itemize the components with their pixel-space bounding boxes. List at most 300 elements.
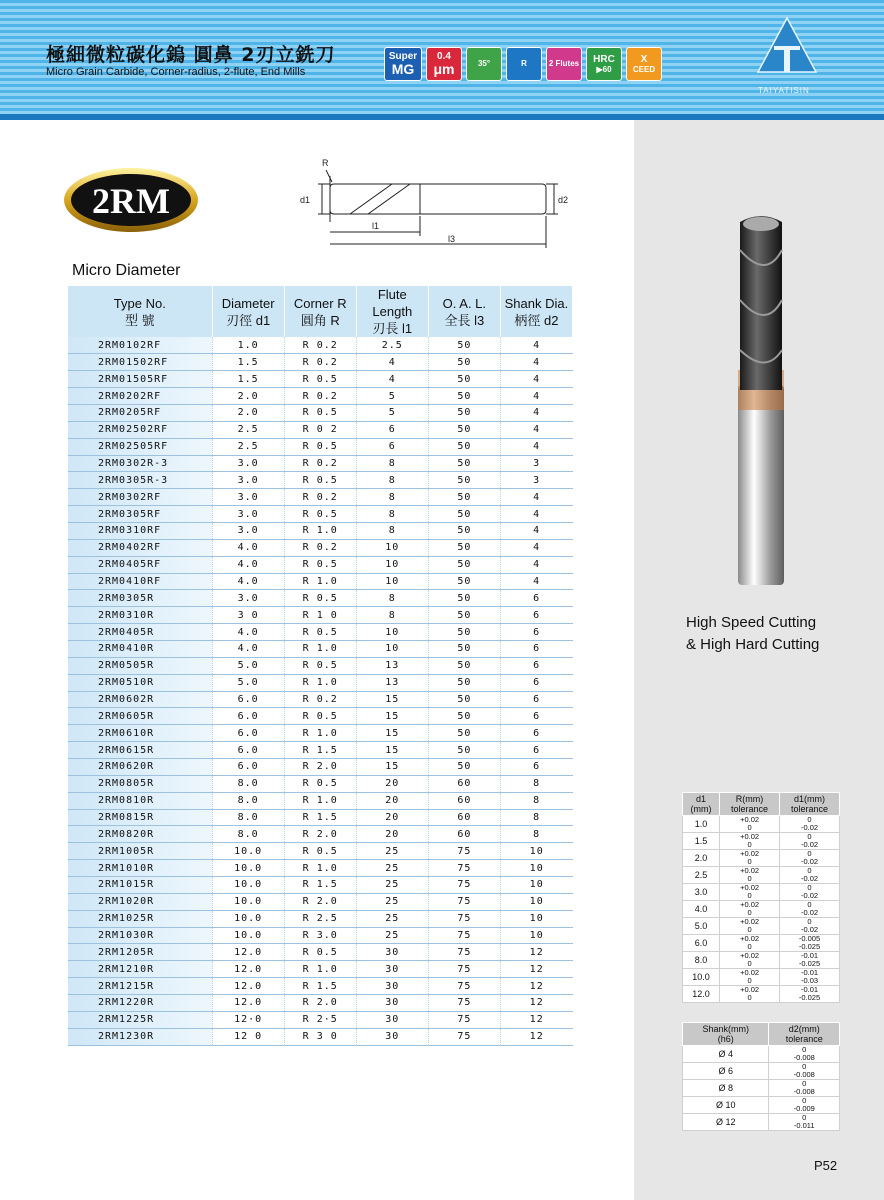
table-row (68, 826, 573, 843)
table-cell: 4 (356, 371, 428, 388)
table-cell: 2RM0305R-3 (68, 472, 212, 489)
table-cell: 75 (428, 1011, 500, 1028)
table-cell: 4 (500, 556, 572, 573)
table-cell: 20 (356, 809, 428, 826)
table-cell: 2RM1005R (68, 843, 212, 860)
table-cell: 6 (500, 674, 572, 691)
table-cell: 2RM0602R (68, 691, 212, 708)
tolerance-cell: -0.01 -0.025 (780, 986, 840, 1003)
column-header (212, 286, 284, 337)
tolerance-cell: Ø 8 (683, 1080, 769, 1097)
table-cell: 6.0 (212, 742, 284, 759)
table-cell: R 0.5 (284, 556, 356, 573)
table-cell: R 3 0 (284, 1028, 356, 1045)
tolerance-header: d1(mm) tolerance (780, 793, 840, 816)
table-cell: 2.0 (212, 404, 284, 421)
table-cell: 12 (500, 944, 572, 961)
tolerance-header: R(mm) tolerance (720, 793, 780, 816)
table-row (68, 371, 573, 388)
diagram-label-l3: l3 (448, 234, 456, 244)
table-cell: 50 (428, 489, 500, 506)
table-cell: 3 0 (212, 607, 284, 624)
table-row (68, 809, 573, 826)
table-row (68, 337, 573, 354)
table-cell: 2RM1020R (68, 893, 212, 910)
tolerance-row (683, 1114, 840, 1131)
tolerance-cell: +0.02 0 (720, 935, 780, 952)
table-cell: R 0.5 (284, 404, 356, 421)
table-cell: 50 (428, 607, 500, 624)
column-header-zh: 柄徑 d2 (514, 312, 559, 328)
table-cell: 10.0 (212, 877, 284, 894)
tolerance-cell: 2.0 (683, 850, 720, 867)
table-cell: 2RM0620R (68, 758, 212, 775)
table-cell: 25 (356, 927, 428, 944)
table-cell: 2RM0410R (68, 640, 212, 657)
table-row (68, 1028, 573, 1045)
table-row (68, 455, 573, 472)
table-cell: 2RM0202RF (68, 388, 212, 405)
table-cell: 2RM1220R (68, 995, 212, 1012)
table-cell: 10.0 (212, 910, 284, 927)
table-cell: 12 (500, 1028, 572, 1045)
table-cell: 4 (356, 354, 428, 371)
tolerance-cell: +0.02 0 (720, 952, 780, 969)
table-cell: 2.5 (356, 337, 428, 354)
table-cell: 50 (428, 691, 500, 708)
table-row (68, 944, 573, 961)
table-cell: 30 (356, 978, 428, 995)
column-header-en: Diameter (221, 295, 275, 311)
table-cell: 4.0 (212, 556, 284, 573)
column-header-en: O. A. L. (442, 295, 487, 311)
table-cell: R 0.5 (284, 590, 356, 607)
table-cell: 4 (500, 506, 572, 523)
table-cell: 10 (356, 624, 428, 641)
table-cell: R 1.0 (284, 674, 356, 691)
table-cell: 25 (356, 893, 428, 910)
table-cell: 4 (500, 354, 572, 371)
table-cell: 10 (500, 860, 572, 877)
table-row (68, 674, 573, 691)
table-cell: 50 (428, 506, 500, 523)
company-logo-text: TAIYATISIN (758, 86, 810, 95)
table-cell: 8.0 (212, 775, 284, 792)
table-cell: 50 (428, 708, 500, 725)
tolerance-cell: 3.0 (683, 884, 720, 901)
title-english: Micro Grain Carbide, Corner-radius, 2-flute, End Mills (46, 66, 306, 78)
table-cell: R 2.0 (284, 995, 356, 1012)
tolerance-cell: 0 -0.02 (780, 901, 840, 918)
badge-bottom-text: ▶60 (596, 64, 612, 74)
tolerance-cell: 0 -0.02 (780, 833, 840, 850)
table-cell: 2RM0310RF (68, 522, 212, 539)
table-cell: 50 (428, 522, 500, 539)
table-row (68, 388, 573, 405)
tool-dimension-diagram (292, 152, 592, 252)
table-row (68, 404, 573, 421)
table-cell: 2RM0402RF (68, 539, 212, 556)
badge-top-text: X (640, 53, 648, 65)
table-cell: 10 (356, 640, 428, 657)
table-cell: 3.0 (212, 489, 284, 506)
table-cell: R 0.2 (284, 489, 356, 506)
table-row (68, 978, 573, 995)
table-cell: 10 (500, 910, 572, 927)
table-cell: 75 (428, 961, 500, 978)
column-header (68, 286, 212, 337)
table-row (68, 539, 573, 556)
table-cell: 30 (356, 995, 428, 1012)
table-cell: R 1.0 (284, 573, 356, 590)
table-cell: 15 (356, 725, 428, 742)
table-cell: R 2.5 (284, 910, 356, 927)
table-cell: 20 (356, 792, 428, 809)
table-cell: R 0.5 (284, 657, 356, 674)
table-cell: 4 (500, 573, 572, 590)
table-cell: 2RM0820R (68, 826, 212, 843)
end-mill-image (726, 210, 796, 590)
column-header-zh: 刃長 l1 (372, 321, 413, 336)
table-cell: 12 0 (212, 1028, 284, 1045)
table-cell: 2RM0505R (68, 657, 212, 674)
tolerance-cell: 0 -0.008 (769, 1080, 840, 1097)
table-cell: 4 (500, 539, 572, 556)
tolerance-cell: Ø 6 (683, 1063, 769, 1080)
table-cell: 30 (356, 944, 428, 961)
table-cell: 3.0 (212, 472, 284, 489)
table-cell: 2RM1225R (68, 1011, 212, 1028)
tolerance-header: d1 (mm) (683, 793, 720, 816)
shank-tolerance-table (682, 1022, 840, 1131)
table-cell: R 0.5 (284, 944, 356, 961)
section-title: Micro Diameter (72, 262, 181, 279)
table-cell: 75 (428, 944, 500, 961)
table-cell: R 1.5 (284, 978, 356, 995)
table-cell: R 0.2 (284, 354, 356, 371)
column-header (284, 286, 356, 337)
tolerance-cell: 1.0 (683, 816, 720, 833)
table-cell: 2RM01502RF (68, 354, 212, 371)
cutting-line-2: & High Hard Cutting (686, 636, 820, 653)
tolerance-cell: +0.02 0 (720, 901, 780, 918)
table-cell: 50 (428, 640, 500, 657)
table-cell: 10.0 (212, 927, 284, 944)
table-cell: 6 (500, 725, 572, 742)
table-cell: 8 (356, 522, 428, 539)
table-cell: 4 (500, 522, 572, 539)
tolerance-row (683, 935, 840, 952)
table-row (68, 961, 573, 978)
table-cell: 50 (428, 725, 500, 742)
table-row (68, 877, 573, 894)
table-cell: 50 (428, 371, 500, 388)
badge-bottom-text: R (521, 59, 527, 68)
tolerance-cell: 6.0 (683, 935, 720, 952)
table-cell: 2RM01505RF (68, 371, 212, 388)
table-row (68, 657, 573, 674)
column-header-en: Corner R (293, 295, 347, 311)
column-header (428, 286, 500, 337)
diameter-tolerance-table (682, 792, 840, 1003)
table-cell: R 2.0 (284, 758, 356, 775)
table-cell: R 0.5 (284, 624, 356, 641)
table-row (68, 691, 573, 708)
tolerance-cell: 2.5 (683, 867, 720, 884)
tolerance-row (683, 867, 840, 884)
tolerance-cell: +0.02 0 (720, 867, 780, 884)
table-cell: 8 (356, 590, 428, 607)
feature-badge (426, 47, 462, 81)
column-header (500, 286, 572, 337)
table-cell: R 1 0 (284, 607, 356, 624)
tolerance-cell: 0 -0.008 (769, 1046, 840, 1063)
table-cell: 50 (428, 758, 500, 775)
table-cell: 4 (500, 438, 572, 455)
table-cell: 13 (356, 674, 428, 691)
badge-bottom-text: 35° (477, 59, 491, 68)
table-cell: 2.5 (212, 421, 284, 438)
table-row (68, 927, 573, 944)
table-cell: 12.0 (212, 978, 284, 995)
table-row (68, 758, 573, 775)
tolerance-row (683, 918, 840, 935)
table-cell: 12 (500, 978, 572, 995)
table-row (68, 573, 573, 590)
column-header-zh: 型 號 (125, 312, 155, 328)
product-code-logo (62, 166, 200, 234)
feature-badge (384, 47, 422, 81)
tolerance-row (683, 952, 840, 969)
table-row (68, 438, 573, 455)
diagram-label-d1: d1 (300, 195, 311, 205)
column-header (356, 286, 428, 337)
table-cell: R 1.0 (284, 640, 356, 657)
table-cell: 2.5 (212, 438, 284, 455)
table-row (68, 725, 573, 742)
table-cell: R 0.5 (284, 843, 356, 860)
table-cell: 50 (428, 354, 500, 371)
table-cell: 10.0 (212, 843, 284, 860)
table-cell: 8.0 (212, 809, 284, 826)
table-cell: 50 (428, 472, 500, 489)
table-cell: 5.0 (212, 674, 284, 691)
table-cell: 6 (500, 590, 572, 607)
specification-table (68, 286, 573, 1046)
title-chinese: 極細微粒碳化鎢 圓鼻 2刃立銑刀 (46, 44, 336, 66)
table-cell: 50 (428, 573, 500, 590)
table-cell: 75 (428, 1028, 500, 1045)
table-cell: 6 (500, 742, 572, 759)
tolerance-row (683, 901, 840, 918)
diagram-label-r: R (322, 158, 329, 168)
table-cell: R 1.0 (284, 792, 356, 809)
tolerance-cell: 0 -0.02 (780, 850, 840, 867)
table-cell: 50 (428, 455, 500, 472)
table-cell: R 2.0 (284, 826, 356, 843)
tolerance-cell: -0.01 -0.03 (780, 969, 840, 986)
table-cell: 4 (500, 371, 572, 388)
table-row (68, 860, 573, 877)
table-cell: R 0.5 (284, 506, 356, 523)
tolerance-cell: +0.02 0 (720, 986, 780, 1003)
table-cell: 6 (500, 758, 572, 775)
table-cell: 2RM0405RF (68, 556, 212, 573)
table-cell: R 1.5 (284, 877, 356, 894)
table-cell: 3.0 (212, 522, 284, 539)
table-cell: 75 (428, 995, 500, 1012)
table-row (68, 421, 573, 438)
tolerance-cell: Ø 10 (683, 1097, 769, 1114)
table-cell: 75 (428, 978, 500, 995)
tolerance-cell: 8.0 (683, 952, 720, 969)
table-cell: 10 (356, 539, 428, 556)
tolerance-cell: 0 -0.02 (780, 867, 840, 884)
table-cell: 10 (500, 893, 572, 910)
tolerance-cell: Ø 4 (683, 1046, 769, 1063)
table-cell: 4.0 (212, 624, 284, 641)
tolerance-cell: +0.02 0 (720, 816, 780, 833)
table-cell: 2RM1030R (68, 927, 212, 944)
diagram-label-l1: l1 (372, 221, 380, 231)
table-cell: 25 (356, 843, 428, 860)
page-number: P52 (814, 1158, 838, 1173)
feature-badge (586, 47, 622, 81)
table-cell: 2RM0805R (68, 775, 212, 792)
feature-badge (506, 47, 542, 81)
table-cell: 15 (356, 708, 428, 725)
table-cell: R 0.5 (284, 438, 356, 455)
table-cell: R 1.0 (284, 522, 356, 539)
table-cell: 4 (500, 489, 572, 506)
table-row (68, 742, 573, 759)
table-cell: 20 (356, 775, 428, 792)
table-cell: 60 (428, 826, 500, 843)
diagram-label-d2: d2 (558, 195, 569, 205)
table-cell: 75 (428, 843, 500, 860)
table-cell: 8 (356, 506, 428, 523)
table-cell: 2RM0615R (68, 742, 212, 759)
table-cell: 8 (356, 455, 428, 472)
table-cell: 12.0 (212, 961, 284, 978)
table-cell: R 0.2 (284, 691, 356, 708)
column-header-zh: 圓角 R (300, 312, 340, 328)
table-cell: 6 (500, 657, 572, 674)
tolerance-cell: 0 -0.011 (769, 1114, 840, 1131)
table-cell: 50 (428, 590, 500, 607)
tolerance-cell: +0.02 0 (720, 969, 780, 986)
table-cell: R 0.5 (284, 775, 356, 792)
table-cell: 10 (356, 573, 428, 590)
tolerance-cell: 12.0 (683, 986, 720, 1003)
company-logo-icon (756, 16, 818, 78)
table-cell: 2RM0410RF (68, 573, 212, 590)
tolerance-row (683, 1097, 840, 1114)
table-cell: 12 (500, 1011, 572, 1028)
table-cell: 50 (428, 421, 500, 438)
table-cell: 12·0 (212, 1011, 284, 1028)
table-cell: 12.0 (212, 995, 284, 1012)
table-cell: 10 (356, 556, 428, 573)
table-cell: 8 (500, 792, 572, 809)
table-cell: 6 (500, 624, 572, 641)
table-cell: 75 (428, 860, 500, 877)
table-cell: 60 (428, 775, 500, 792)
tolerance-cell: 1.5 (683, 833, 720, 850)
table-row (68, 522, 573, 539)
column-header-zh: 全長 l3 (444, 312, 485, 328)
table-cell: 75 (428, 910, 500, 927)
table-cell: R 1.0 (284, 860, 356, 877)
table-cell: 3.0 (212, 506, 284, 523)
table-row (68, 624, 573, 641)
table-cell: 2RM0305RF (68, 506, 212, 523)
table-cell: R 2.0 (284, 893, 356, 910)
table-cell: R 0.2 (284, 539, 356, 556)
table-cell: 2RM0205RF (68, 404, 212, 421)
table-cell: 4 (500, 404, 572, 421)
tolerance-header: Shank(mm) (h6) (683, 1023, 769, 1046)
table-cell: 50 (428, 438, 500, 455)
table-cell: 50 (428, 657, 500, 674)
table-cell: 2RM0610R (68, 725, 212, 742)
table-cell: R 0.5 (284, 708, 356, 725)
tolerance-cell: +0.02 0 (720, 833, 780, 850)
table-cell: 50 (428, 404, 500, 421)
table-cell: 4.0 (212, 539, 284, 556)
tolerance-cell: 10.0 (683, 969, 720, 986)
tolerance-row (683, 833, 840, 850)
tolerance-row (683, 969, 840, 986)
table-row (68, 843, 573, 860)
tolerance-row (683, 850, 840, 867)
table-cell: 50 (428, 556, 500, 573)
table-row (68, 472, 573, 489)
badge-top-text: HRC (593, 53, 615, 65)
table-cell: 20 (356, 826, 428, 843)
badge-bottom-text: MG (391, 61, 415, 77)
table-cell: 2RM0815R (68, 809, 212, 826)
table-row (68, 556, 573, 573)
table-row (68, 893, 573, 910)
table-cell: R 1.5 (284, 809, 356, 826)
table-cell: 4.0 (212, 640, 284, 657)
table-cell: 5 (356, 404, 428, 421)
table-cell: R 0.2 (284, 388, 356, 405)
table-cell: R 0.2 (284, 455, 356, 472)
table-cell: 2RM0405R (68, 624, 212, 641)
table-cell: 2RM0302RF (68, 489, 212, 506)
table-cell: 6.0 (212, 725, 284, 742)
table-cell: 8 (500, 809, 572, 826)
table-cell: R 1.0 (284, 961, 356, 978)
tolerance-cell: Ø 12 (683, 1114, 769, 1131)
table-cell: 2RM1010R (68, 860, 212, 877)
tolerance-row (683, 884, 840, 901)
tolerance-cell: 4.0 (683, 901, 720, 918)
tolerance-cell: +0.02 0 (720, 884, 780, 901)
table-cell: 8.0 (212, 826, 284, 843)
table-cell: 4 (500, 388, 572, 405)
table-cell: 2RM1205R (68, 944, 212, 961)
table-row (68, 590, 573, 607)
product-code-text: 2RM (92, 181, 170, 221)
table-cell: 2RM02505RF (68, 438, 212, 455)
table-cell: 15 (356, 691, 428, 708)
table-cell: 8.0 (212, 792, 284, 809)
table-cell: 12 (500, 961, 572, 978)
table-cell: R 1.0 (284, 725, 356, 742)
